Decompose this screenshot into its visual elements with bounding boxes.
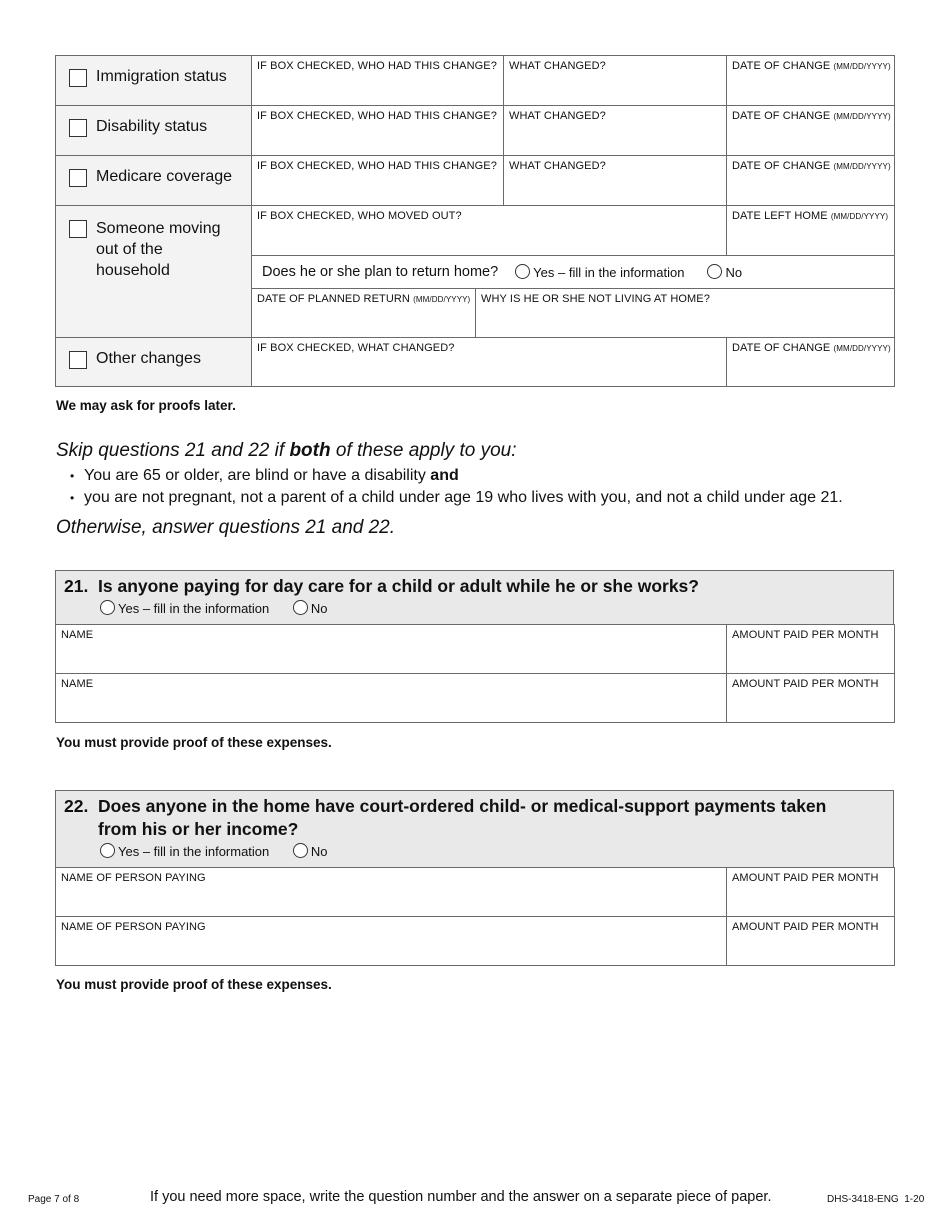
name-label: NAME [61,678,94,690]
q22-table [55,867,895,966]
disability-what-field[interactable] [504,106,727,156]
name-of-person-paying-label: NAME OF PERSON PAYING [61,921,206,933]
disability-who-field[interactable] [252,106,504,156]
date-format-hint: (MM/DD/YYYY) [833,344,891,353]
planned-return-date-field[interactable] [252,289,476,338]
other-what-field[interactable] [252,338,727,387]
immigration-who-field[interactable] [252,56,504,106]
what-changed-label: WHAT CHANGED? [509,160,606,172]
who-moved-out-label: IF BOX CHECKED, WHO MOVED OUT? [257,210,462,222]
q22-yes-label: Yes – fill in the information [118,844,270,859]
date-of-change-label: DATE OF CHANGE [732,342,831,354]
q22-title-line-2: from his or her income? [98,819,299,839]
q21-title: Is anyone paying for day care for a child or adult while he or she works? [98,576,699,596]
return-home-no-label: No [725,265,743,280]
q22-name-field-1[interactable] [56,868,727,917]
immigration-status-cell [56,56,252,106]
date-of-change-label: DATE OF CHANGE [732,160,831,172]
who-changed-label: IF BOX CHECKED, WHO HAD THIS CHANGE? [257,60,497,72]
why-not-home-field[interactable] [476,289,895,338]
q22-header [55,790,894,867]
q21-table [55,624,895,723]
skip-condition-2-text: you are not pregnant, not a parent of a child under age 19 who lives with you, and not a child under age 21. [84,489,843,506]
page-number: Page 7 of 8 [28,1194,80,1205]
form-id: DHS-3418-ENG 1-20 [827,1194,925,1205]
q22-title-line-1: Does anyone in the home have court-ordered child- or medical-support payments taken [98,796,827,816]
amount-label: AMOUNT PAID PER MONTH [732,921,879,933]
why-not-home-label: WHY IS HE OR SHE NOT LIVING AT HOME? [481,293,710,305]
q21-yes-option[interactable] [100,601,269,616]
footer-instruction: If you need more space, write the question number and the answer on a separate piece of paper. [150,1189,772,1205]
skip-condition-1-bold: and [430,467,459,484]
return-home-yes-label: Yes – fill in the information [533,265,685,280]
q21-header [55,570,894,624]
disability-status-checkbox[interactable] [69,119,87,137]
date-format-hint: (MM/DD/YYYY) [833,162,891,171]
moving-out-label-line-3: household [96,262,170,279]
other-changes-cell [56,338,252,387]
radio-circle-icon [515,264,530,279]
amount-label: AMOUNT PAID PER MONTH [732,629,879,641]
medicare-coverage-label: Medicare coverage [96,168,233,185]
q21-name-field-1[interactable] [56,625,727,674]
medicare-date-field[interactable] [727,156,895,206]
moving-out-label-line-1: Someone moving [96,220,221,237]
who-changed-label: IF BOX CHECKED, WHO HAD THIS CHANGE? [257,160,497,172]
return-home-question: Does he or she plan to return home? [262,264,499,280]
immigration-what-field[interactable] [504,56,727,106]
disability-date-field[interactable] [727,106,895,156]
radio-circle-icon [293,843,308,858]
date-format-hint: (MM/DD/YYYY) [833,62,891,71]
date-left-home-label: DATE LEFT HOME [732,210,828,222]
changes-table [55,55,895,387]
immigration-status-label: Immigration status [96,68,227,85]
skip-intro [56,440,517,462]
q21-proof-note: You must provide proof of these expenses. [56,735,332,750]
who-changed-label: IF BOX CHECKED, WHO HAD THIS CHANGE? [257,110,497,122]
amount-label: AMOUNT PAID PER MONTH [732,872,879,884]
skip-condition-2 [56,487,936,509]
disability-status-cell [56,106,252,156]
otherwise-text: Otherwise, answer questions 21 and 22. [56,517,396,538]
medicare-who-field[interactable] [252,156,504,206]
q22-yes-option[interactable] [100,844,269,859]
medicare-what-field[interactable] [504,156,727,206]
moving-out-label [96,218,221,281]
immigration-date-field[interactable] [727,56,895,106]
skip-condition-1-text: You are 65 or older, are blind or have a disability [84,467,431,484]
name-of-person-paying-label: NAME OF PERSON PAYING [61,872,206,884]
other-changes-label: Other changes [96,350,201,367]
who-moved-out-field[interactable] [252,206,727,256]
medicare-coverage-checkbox[interactable] [69,169,87,187]
moving-out-cell [56,206,252,338]
disability-status-label: Disability status [96,118,208,135]
other-date-field[interactable] [727,338,895,387]
q21-yes-label: Yes – fill in the information [118,601,270,616]
planned-return-label: DATE OF PLANNED RETURN [257,293,410,305]
amount-label: AMOUNT PAID PER MONTH [732,678,879,690]
skip-intro-text-2: of these apply to you: [330,440,517,461]
q22-name-field-2[interactable] [56,917,727,966]
medicare-coverage-cell [56,156,252,206]
radio-circle-icon [293,600,308,615]
what-changed-label: WHAT CHANGED? [509,60,606,72]
moving-out-checkbox[interactable] [69,220,87,238]
skip-conditions-list [56,465,936,509]
radio-circle-icon [100,843,115,858]
date-of-change-label: DATE OF CHANGE [732,60,831,72]
name-label: NAME [61,629,94,641]
other-changes-checkbox[interactable] [69,351,87,369]
q22-amount-field-2[interactable] [727,917,895,966]
q21-name-field-2[interactable] [56,674,727,723]
radio-circle-icon [100,600,115,615]
date-format-hint: (MM/DD/YYYY) [413,295,471,304]
proofs-note: We may ask for proofs later. [56,398,236,413]
skip-intro-text-1: Skip questions 21 and 22 if [56,440,290,461]
q21-no-label: No [310,601,328,616]
q22-no-option[interactable] [293,844,328,859]
q22-no-label: No [310,844,328,859]
q21-amount-field-1[interactable] [727,625,895,674]
skip-condition-1 [56,465,936,487]
date-of-change-label: DATE OF CHANGE [732,110,831,122]
radio-circle-icon [707,264,722,279]
q22-number: 22. [64,796,89,816]
date-format-hint: (MM/DD/YYYY) [833,112,891,121]
return-home-question-row [252,256,895,289]
q21-no-option[interactable] [293,601,328,616]
skip-intro-bold: both [289,440,331,461]
other-what-label: IF BOX CHECKED, WHAT CHANGED? [257,342,455,354]
return-home-yes-option[interactable] [515,264,684,280]
q21-amount-field-2[interactable] [727,674,895,723]
q22-proof-note: You must provide proof of these expenses. [56,977,332,992]
return-home-no-option[interactable] [707,264,742,280]
date-left-home-field[interactable] [727,206,895,256]
what-changed-label: WHAT CHANGED? [509,110,606,122]
q21-number: 21. [64,576,89,596]
q22-amount-field-1[interactable] [727,868,895,917]
date-format-hint: (MM/DD/YYYY) [830,212,889,221]
moving-out-label-line-2: out of the [96,241,163,258]
immigration-status-checkbox[interactable] [69,69,87,87]
